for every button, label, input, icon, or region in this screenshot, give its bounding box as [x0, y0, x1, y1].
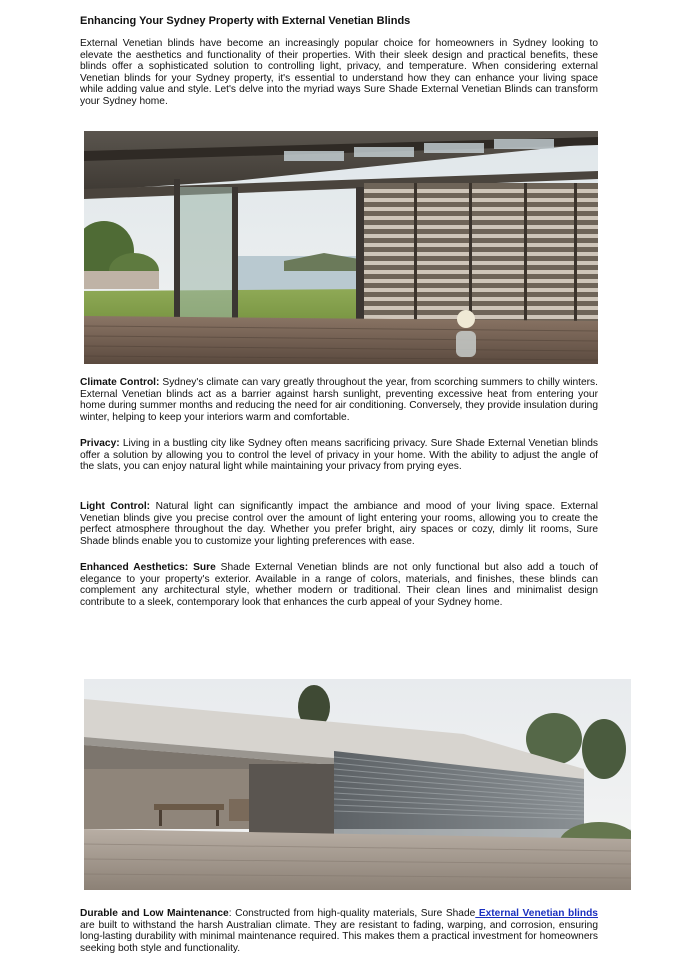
durable-heading: Durable and Low Maintenance: [80, 908, 229, 919]
durable-paragraph: [80, 908, 598, 954]
external-venetian-blinds-link[interactable]: External Venetian blinds: [475, 908, 598, 919]
privacy-paragraph: [80, 438, 598, 473]
privacy-text: Living in a bustling city like Sydney often means sacrificing privacy. Sure Shade External Venetian blinds offer a solution by allowing you to control the level of privacy in your home. With the ability to adjust the angle of the slats, you can enjoy natural light while maintaining your privacy from prying eyes.: [80, 438, 598, 473]
durable-text-after: are built to withstand the harsh Australian climate. They are resistant to fading, warping, and corrosion, ensuring long-lasting durability with minimal maintenance required. This makes them a practical investment for homeowners seeking both style and functionality.: [80, 919, 598, 954]
climate-control-paragraph: [80, 377, 598, 423]
veranda-blinds-photo: [84, 131, 598, 364]
modern-house-photo: [84, 679, 631, 890]
light-text: Natural light can significantly impact the ambiance and mood of your living space. External Venetian blinds give you precise control over the amount of light entering your rooms, allowing you to create the perfect atmosphere throughout the day. Whether you prefer bright, airy spaces or cozy, dimly lit rooms, Sure Shade blinds enable you to customize your lighting preferences with ease.: [80, 501, 598, 547]
aesthetics-heading: Enhanced Aesthetics: Sure: [80, 562, 216, 573]
light-control-paragraph: [80, 501, 598, 547]
durable-text-before: : Constructed from high-quality materials, Sure Shade: [228, 908, 476, 919]
intro-paragraph: External Venetian blinds have become an increasingly popular choice for homeowners in Sydney looking to elevate the aesthetics and functionality of their properties. With their sleek design and practical benefits, these blinds offer a sophisticated solution to controlling light, privacy, and temperature. When considering external Venetian blinds for your Sydney property, it's essential to understand how they can enhance your living space while adding value and style. Let's delve into the myriad ways Sure Shade External Venetian Blinds can transform your Sydney home.: [80, 38, 598, 107]
climate-text: Sydney's climate can vary greatly throughout the year, from scorching summers to chilly winters. External Venetian blinds act as a barrier against harsh sunlight, preventing excessive heat from entering your home during summer months and reducing the need for air conditioning. Conversely, they provide insulation during winter, helping to keep your interiors warm and comfortable.: [80, 377, 598, 423]
page-title: Enhancing Your Sydney Property with External Venetian Blinds: [80, 15, 411, 27]
light-heading: Light Control:: [80, 501, 151, 512]
climate-heading: Climate Control:: [80, 377, 160, 388]
aesthetics-paragraph: [80, 562, 598, 608]
aesthetics-text: Shade External Venetian blinds are not only functional but also add a touch of elegance to your property's exterior. Available in a range of colors, materials, and finishes, these blinds can complement any architectural style, whether modern or traditional. Their clean lines and minimalist design contribute to a sleek, contemporary look that enhances the curb appeal of your Sydney home.: [80, 562, 598, 608]
privacy-heading: Privacy:: [80, 438, 120, 449]
